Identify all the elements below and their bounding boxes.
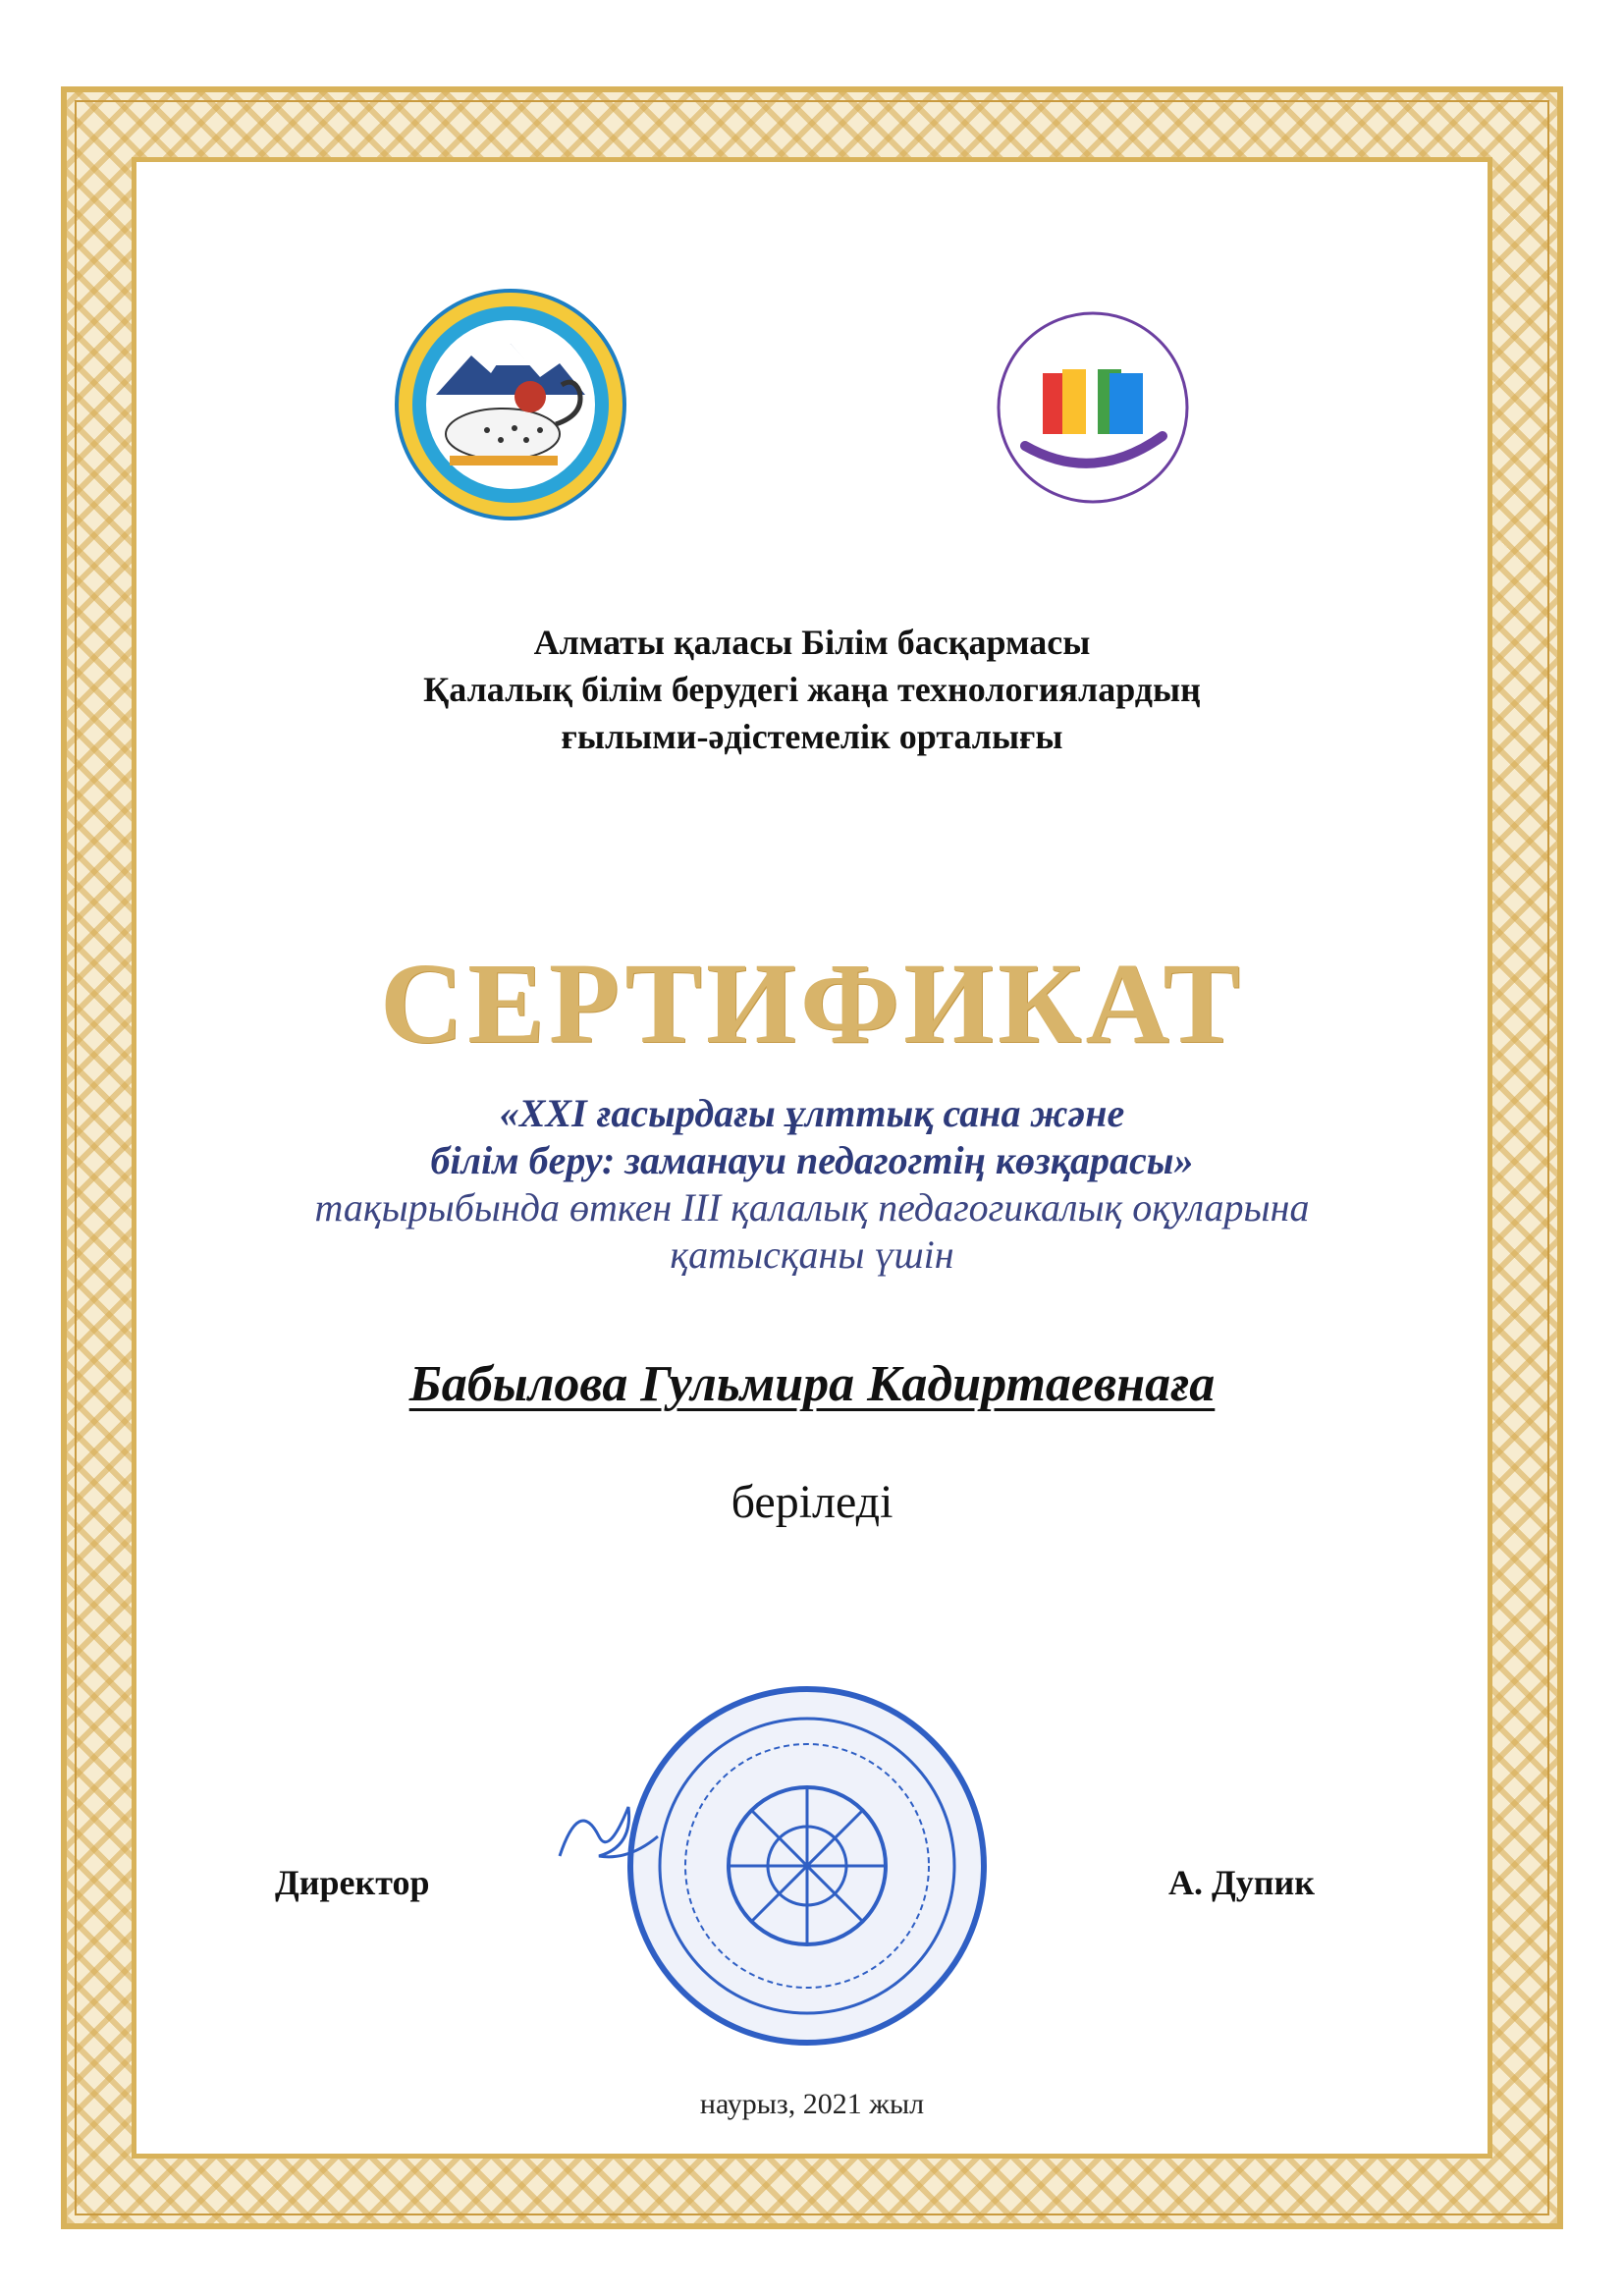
recipient-name [196,1353,1428,1416]
issuing-organization [196,619,1428,760]
topic-line: тақырыбында өткен III қалалық педагогикалық оқуларына [314,1185,1310,1230]
organization-line: Қалалық білім берудегі жаңа технологиялардың [423,670,1201,709]
recipient-name-text: Бабылова Гульмира Кадиртаевнаға [408,1356,1216,1412]
event-topic [196,1090,1428,1279]
signature-icon [550,1787,668,1886]
almaty-emblem-icon [393,287,628,522]
topic-line: білім беру: заманауи педагогтің көзқарасы» [430,1138,1194,1182]
topic-line: «XXI ғасырдағы ұлттық сана және [499,1091,1125,1135]
organization-line: Алматы қаласы Білім басқармасы [533,623,1091,662]
certificate-title: СЕРТИФИКАТ [379,939,1245,1067]
signatory-role: Директор [275,1863,430,1902]
awarded-text: беріледі [731,1476,893,1528]
signatory-name: А. Дупик [1168,1863,1315,1902]
pedagogical-readings-logo-icon [964,279,1221,536]
official-seal-icon [624,1683,990,2049]
issue-date: наурыз, 2021 жыл [699,2088,925,2120]
organization-line: ғылыми-әдістемелік орталығы [561,717,1063,756]
topic-line: қатысқаны үшін [670,1232,954,1277]
